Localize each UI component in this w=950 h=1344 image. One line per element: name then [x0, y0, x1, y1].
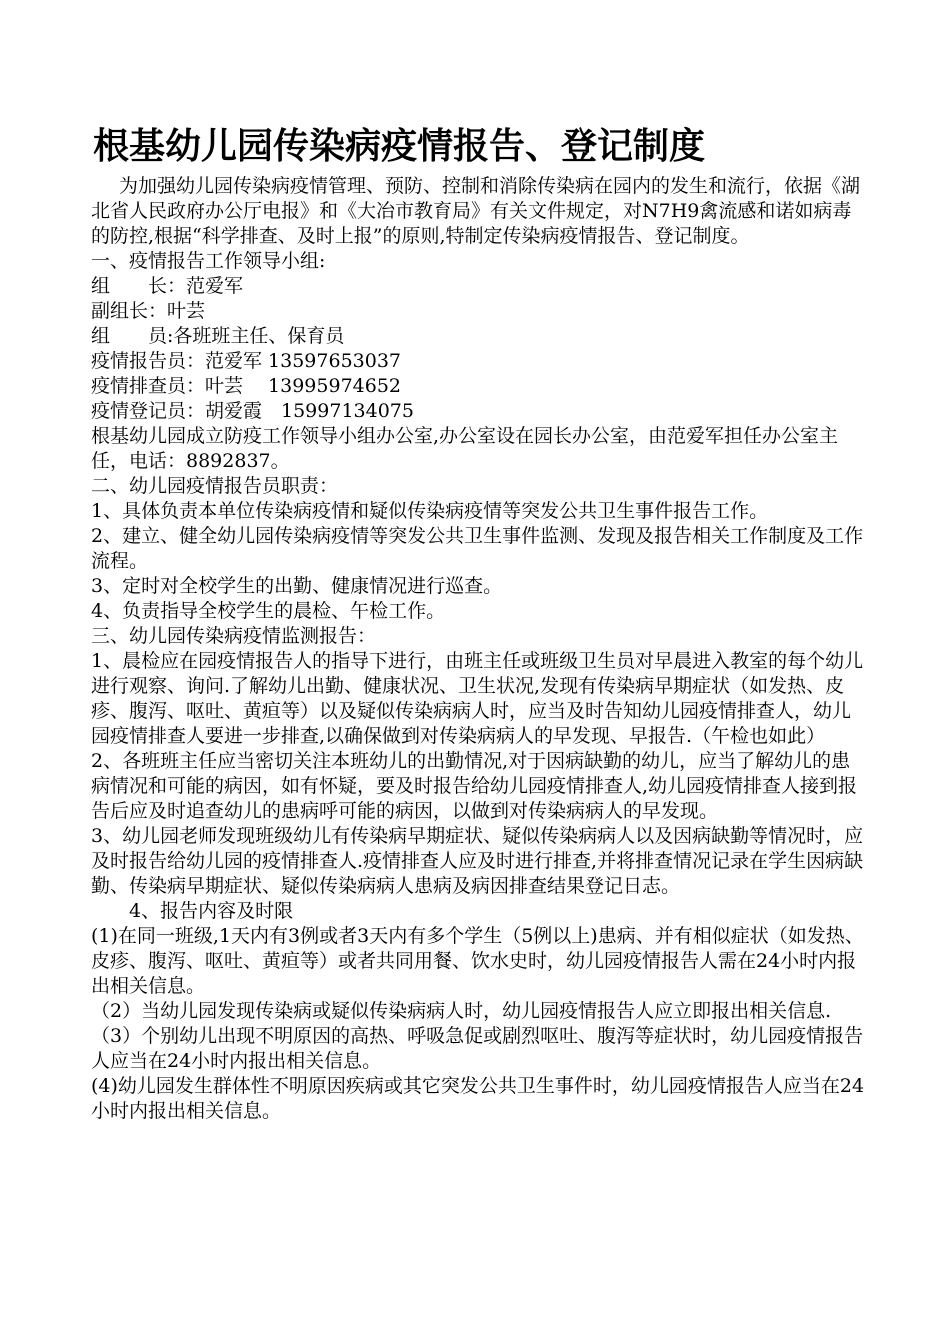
section3-item: 1、晨检应在园疫情报告人的指导下进行，由班主任或班级卫生员对早晨进入教室的每个幼儿进行观察、询问.了解幼儿出勤、健康状况、卫生状况,发现有传染病早期症状（如发热、皮疹、腹泻、呕吐、黄疸等）以及疑似传染病病人时，应当及时告知幼儿园疫情排查人，幼儿园疫情排查人要进一步排查,以确保做到对传染病病人的早发现、早报告.（午检也如此）	[91, 650, 864, 747]
recorder-line: 疫情登记员：胡爱霞 15997134075	[91, 400, 414, 422]
section3-item: 3、幼儿园老师发现班级幼儿有传染病早期症状、疑似传染病病人以及因病缺勤等情况时，应及时报告给幼儿园的疫情排查人.疫情排查人应及时进行排查,并将排查情况记录在学生因病缺勤、传染病早期症状、疑似传染病病人患病及病因排查结果登记日志。	[91, 825, 864, 897]
leader-line: 组 长：范爱军	[91, 275, 244, 297]
section2-item: 3、定时对全校学生的出勤、健康情况进行巡查。	[91, 575, 503, 597]
intro-paragraph: 为加强幼儿园传染病疫情管理、预防、控制和消除传染病在园内的发生和流行，依据《湖北省人民政府办公厅电报》和《大冶市教育局》有关文件规定，对N7H9禽流感和诺如病毒的防控,根据“科学排查、及时上报”的原则,特制定传染病疫情报告、登记制度。	[91, 175, 861, 247]
document-body	[91, 174, 866, 1124]
section2-item: 4、负责指导全校学生的晨检、午检工作。	[91, 600, 446, 622]
section2-heading: 二、幼儿园疫情报告员职责：	[91, 475, 339, 497]
section1-heading: 一、疫情报告工作领导小组:	[91, 250, 326, 272]
report-rule-item: （3）个别幼儿出现不明原因的高热、呼吸急促或剧烈呕吐、腹泻等症状时，幼儿园疫情报告人应当在24小时内报出相关信息。	[91, 1025, 864, 1072]
report-rule-item: （2）当幼儿园发现传染病或疑似传染病病人时，幼儿园疫情报告人应立即报出相关信息.	[91, 1000, 832, 1022]
members-line: 组 员:各班班主任、保育员	[91, 325, 345, 347]
office-paragraph: 根基幼儿园成立防疫工作领导小组办公室,办公室设在园长办公室，由范爱军担任办公室主任，电话：8892837。	[91, 425, 839, 472]
document-title: 根基幼儿园传染病疫情报告、登记制度	[93, 126, 706, 167]
section3-heading: 三、幼儿园传染病疫情监测报告：	[91, 625, 377, 647]
report-rule-item: (1)在同一班级,1天内有3例或者3天内有多个学生（5例以上)患病、并有相似症状（如发热、皮疹、腹泻、呕吐、黄疸等）或者共同用餐、饮水史时，幼儿园疫情报告人需在24小时内报出相关信息。	[91, 925, 864, 997]
section2-item: 2、建立、健全幼儿园传染病疫情等突发公共卫生事件监测、发现及报告相关工作制度及工作流程。	[91, 525, 864, 572]
section3-item: 2、各班班主任应当密切关注本班幼儿的出勤情况,对于因病缺勤的幼儿，应当了解幼儿的患病情况和可能的病因，如有怀疑，要及时报告给幼儿园疫情排查人,幼儿园疫情排查人接到报告后应及时追查幼儿的患病呼可能的病因，以做到对传染病病人的早发现。	[91, 750, 858, 822]
section3-subheading: 4、报告内容及时限	[129, 900, 294, 922]
section2-item: 1、具体负责本单位传染病疫情和疑似传染病疫情等突发公共卫生事件报告工作。	[91, 500, 769, 522]
reporter-line: 疫情报告员：范爱军 13597653037	[91, 350, 402, 372]
report-rule-item: (4)幼儿园发生群体性不明原因疾病或其它突发公共卫生事件时，幼儿园疫情报告人应当在24小时内报出相关信息。	[91, 1075, 865, 1122]
investigator-line: 疫情排查员：叶芸 13995974652	[91, 375, 402, 397]
deputy-line: 副组长：叶芸	[91, 300, 206, 322]
